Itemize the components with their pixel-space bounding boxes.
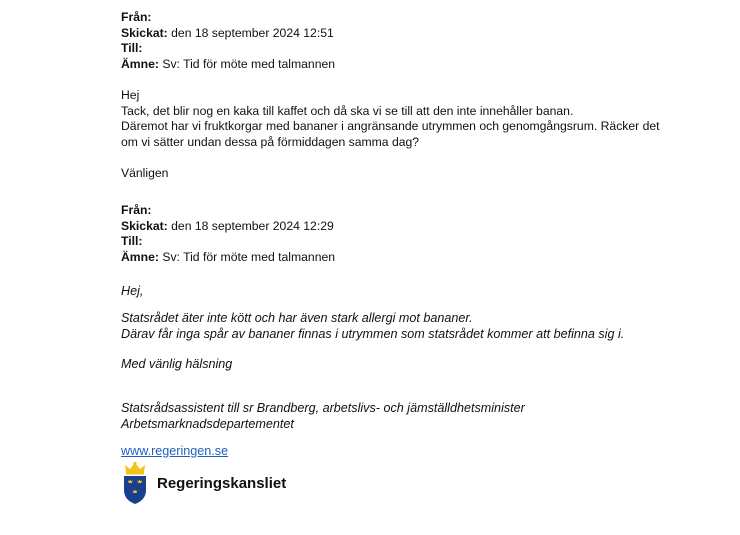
sent-row [121, 219, 335, 235]
body-line: om vi sätter undan dessa på förmiddagen samma dag? [121, 134, 420, 149]
body-line: Tack, det blir nog en kaka till kaffet och då ska vi se till att den inte innehåller banan. [121, 103, 574, 118]
sent-label: Skickat: [121, 218, 168, 233]
original-message-body [121, 283, 624, 432]
closing: Med vänlig hälsning [121, 357, 233, 371]
body-line: Däremot har vi fruktkorgar med bananer i angränsande utrymmen och genomgångsrum. Räcker det [121, 119, 660, 134]
closing: Vänligen [121, 165, 169, 180]
sent-label: Skickat: [121, 25, 168, 40]
subject-label: Ämne: [121, 56, 159, 71]
organization-name: Regeringskansliet [157, 474, 287, 492]
to-label: Till: [121, 234, 143, 249]
subject-row [121, 250, 335, 266]
body-line: Därav får inga spår av bananer finnas i utrymmen som statsrådet kommer att befinna sig i. [121, 327, 625, 341]
signature-title: Statsrådsassistent till sr Brandberg, arbetslivs- och jämställdhetsminister [121, 401, 525, 415]
website-link[interactable]: www.regeringen.se [121, 444, 229, 458]
coat-of-arms-icon [121, 461, 149, 505]
greeting: Hej [121, 87, 140, 102]
signature-department: Arbetsmarknadsdepartementet [121, 417, 294, 431]
from-label: Från: [121, 203, 152, 217]
sent-row [121, 26, 660, 42]
email-message-original [121, 203, 335, 265]
greeting: Hej, [121, 284, 144, 298]
subject-row [121, 57, 660, 73]
to-label: Till: [121, 41, 143, 56]
subject-value: Sv: Tid för möte med talmannen [162, 56, 336, 71]
email-message-reply [121, 10, 660, 182]
organization-logo [121, 461, 286, 505]
sent-value: den 18 september 2024 12:51 [171, 25, 334, 40]
from-label: Från: [121, 10, 152, 24]
from-row [121, 10, 660, 26]
to-row [121, 234, 335, 250]
sent-value: den 18 september 2024 12:29 [171, 218, 334, 233]
to-row [121, 41, 660, 57]
body-line: Statsrådet äter inte kött och har även stark allergi mot bananer. [121, 311, 473, 325]
subject-label: Ämne: [121, 249, 159, 264]
from-row [121, 203, 335, 219]
subject-value: Sv: Tid för möte med talmannen [162, 249, 336, 264]
